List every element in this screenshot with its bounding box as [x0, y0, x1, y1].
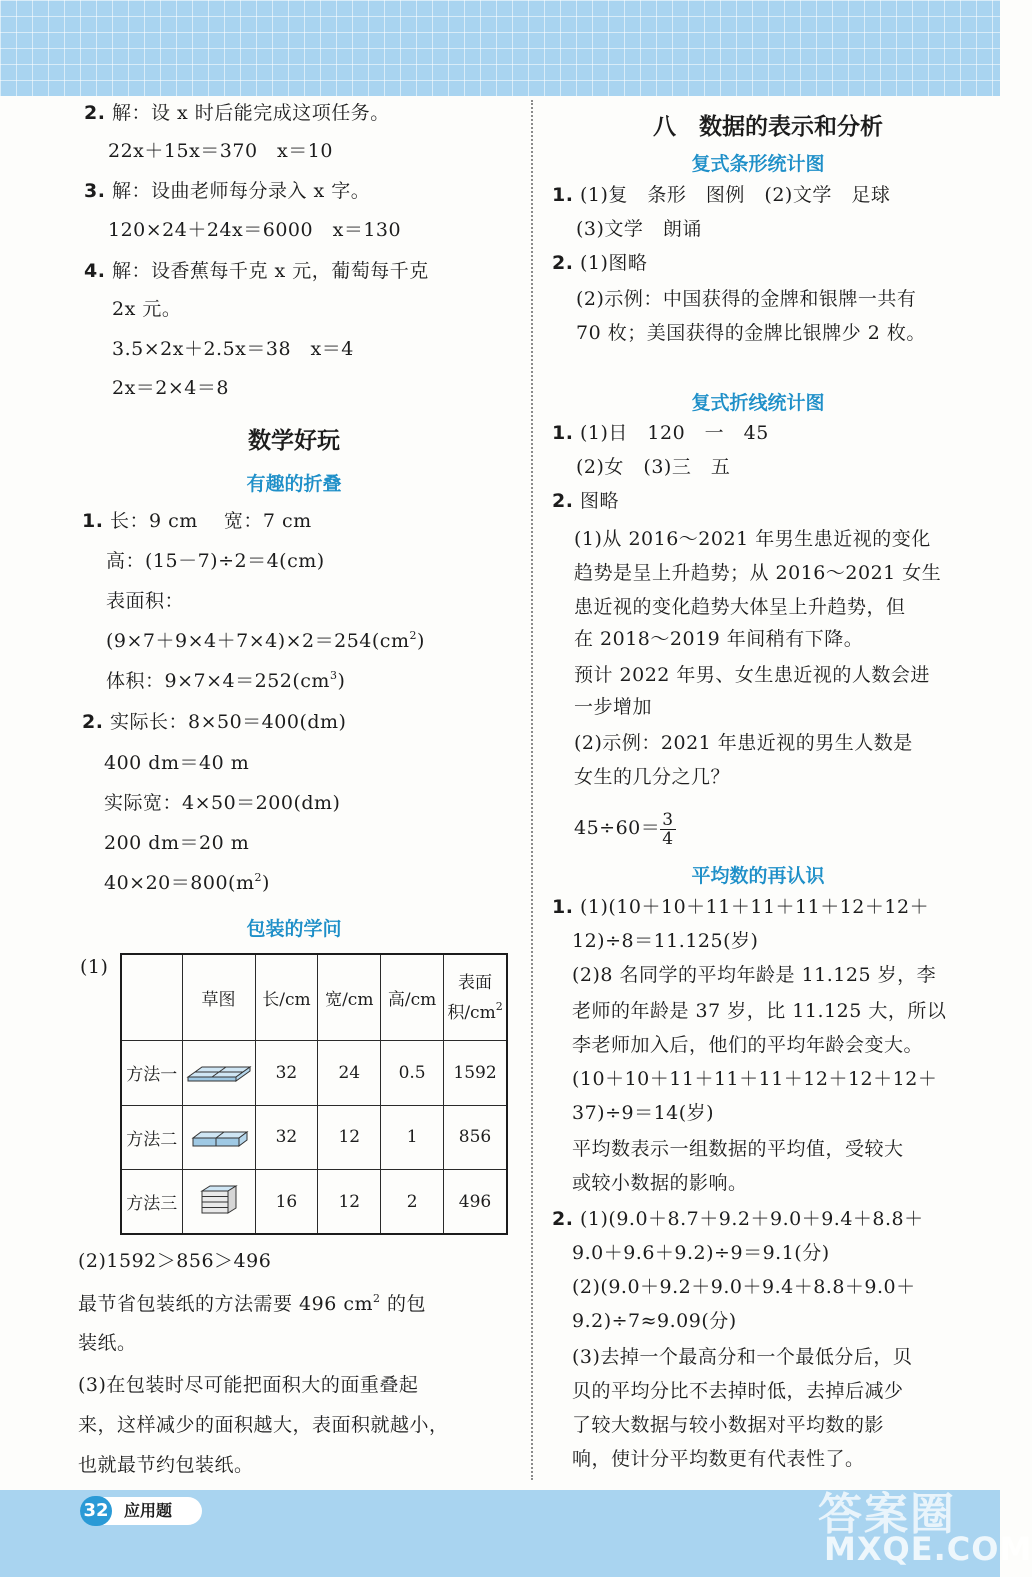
fraction: $\frac{3}{4}$ [662, 809, 674, 849]
subsection-line-chart: 复式折线统计图 [691, 392, 825, 414]
avg-2-e: (3)去掉一个最高分和一个最低分后，贝 [572, 1346, 913, 1368]
packaging-2-text: 最节省包装纸的方法需要 496 $cm^2$ 的包 [78, 1292, 427, 1315]
answer-3: 3. 解：设曲老师每分录入 x 字。 [84, 180, 371, 202]
table-row: 方法三 16 12 2 496 [121, 1170, 507, 1234]
watermark-logo: 答案圈 [818, 1489, 956, 1540]
folding-2: 2. 实际长：8×50＝400(dm) [82, 711, 347, 733]
table-row: 方法一 32 24 0.5 1592 [121, 1041, 507, 1105]
answer-4: 4. 解：设香蕉每千克 x 元，葡萄每千克 [84, 260, 429, 282]
answer-2: 2. 解：设 x 时后能完成这项任务。 [84, 102, 390, 124]
folding-2-area: $40\times 20=800(m^2)$ [104, 871, 270, 894]
avg-2-f: 贝的平均分比不去掉时低，去掉后减少 [572, 1380, 904, 1402]
flat-box-sketch-icon [182, 1041, 255, 1105]
packaging-table [120, 953, 508, 1235]
avg-2-c: (2)(9.0＋9.2＋9.0＋9.4＋8.8＋9.0＋ [572, 1276, 916, 1298]
subsection-bar-chart: 复式条形统计图 [691, 153, 825, 175]
table-header: 高/cm [381, 954, 444, 1041]
bar-2-line-3: 70 枚；美国获得的金牌比银牌少 2 枚。 [576, 322, 926, 344]
long-box-sketch-icon [182, 1105, 255, 1169]
answer-2-equation: 22x＋15x＝370 x＝10 [108, 140, 333, 162]
table-corner [121, 954, 182, 1041]
line-2: 2. 图略 [552, 490, 620, 512]
line-2-g: 一步增加 [574, 696, 653, 718]
avg-1-b: 12)÷8＝11.125(岁) [572, 930, 759, 952]
line-1-line-2: (2)女 (3)三 五 [576, 456, 731, 478]
answer-3-text: 解：设曲老师每分录入 x 字。 [112, 180, 371, 202]
header-grid-band [0, 0, 1000, 96]
section-title: 数学好玩 [248, 428, 340, 454]
folding-1-area: $(9\times 7+9\times 4+7\times 4)\times 2=254(cm^2)$ [106, 629, 425, 652]
stacked-box-sketch-icon [182, 1170, 255, 1234]
page-number: 32 [80, 1496, 112, 1526]
chapter-title: 八 数据的表示和分析 [653, 114, 883, 140]
folding-2-width: 实际宽：4×50＝200(dm) [104, 792, 341, 814]
avg-2-h: 响，使计分平均数更有代表性了。 [572, 1448, 865, 1470]
line-2-b: (1)从 2016～2021 年男生患近视的变化 [574, 528, 931, 550]
avg-1-i: 或较小数据的影响。 [572, 1172, 748, 1194]
line-2-e: 在 2018～2019 年间稍有下降。 [574, 628, 864, 650]
folding-1: 1. 长：9 cm 宽：7 cm [82, 510, 312, 532]
folding-2-length: 400 dm＝40 m [104, 752, 250, 774]
avg-1-d: 老师的年龄是 37 岁，比 11.125 大，所以 [572, 1000, 947, 1022]
packaging-2-text-2: 装纸。 [78, 1332, 137, 1354]
table-header: 宽/cm [318, 954, 381, 1041]
subsection-folding: 有趣的折叠 [246, 473, 342, 495]
table-header: 长/cm [255, 954, 318, 1041]
line-2-h: (2)示例：2021 年患近视的男生人数是 [574, 732, 913, 754]
answer-4-equation-2: 2x＝2×4＝8 [112, 377, 229, 399]
answer-4-text-2: 2x 元。 [112, 298, 182, 320]
line-2-fraction-equation: 45÷60＝ $\frac{3}{4}$ [574, 809, 674, 849]
answer-4-text: 解：设香蕉每千克 x 元，葡萄每千克 [112, 260, 429, 282]
packaging-3-line-1: (3)在包装时尽可能把面积大的面重叠起 [78, 1374, 419, 1396]
bar-1: 1. (1)复 条形 图例 (2)文学 足球 [552, 184, 891, 206]
avg-1-g: 37)÷9＝14(岁) [572, 1102, 715, 1124]
subsection-packaging: 包装的学问 [246, 918, 342, 940]
table-header-surface: 表面 积$/cm^2$ [444, 954, 507, 1041]
table-header-row [121, 954, 507, 1041]
line-2-c: 趋势是呈上升趋势；从 2016～2021 女生 [574, 562, 942, 584]
line-2-d: 患近视的变化趋势大体呈上升趋势，但 [574, 596, 906, 618]
avg-1-e: 李老师加入后，他们的平均年龄会变大。 [572, 1034, 924, 1056]
subsection-average: 平均数的再认识 [691, 865, 825, 887]
folding-1-area-label: 表面积： [106, 590, 185, 612]
answer-4-equation-1: 3.5×2x＋2.5x＝38 x＝4 [112, 338, 354, 360]
table-row: 方法二 32 12 1 856 [121, 1105, 507, 1169]
column-divider [531, 100, 533, 1480]
avg-2-b: 9.0＋9.6＋9.2)÷9＝9.1(分) [572, 1242, 830, 1264]
answer-3-equation: 120×24＋24x＝6000 x＝130 [108, 219, 402, 241]
avg-2-g: 了较大数据与较小数据对平均数的影 [572, 1414, 885, 1436]
line-2-i: 女生的几分之几？ [574, 766, 731, 788]
bar-1-line-2: (3)文学 朗诵 [576, 218, 702, 240]
avg-1: 1. (1)(10＋10＋11＋11＋11＋12＋12＋ [552, 896, 930, 918]
packaging-3-line-3: 也就最节约包装纸。 [78, 1454, 254, 1476]
packaging-2: (2)1592＞856＞496 [78, 1250, 272, 1272]
packaging-label: (1) [80, 956, 109, 978]
line-2-f: 预计 2022 年男、女生患近视的人数会进 [574, 664, 930, 686]
avg-2: 2. (1)(9.0＋8.7＋9.2＋9.0＋9.4＋8.8＋ [552, 1208, 924, 1230]
page-label: 应用题 [124, 1501, 173, 1520]
avg-1-c: (2)8 名同学的平均年龄是 11.125 岁，李 [572, 964, 937, 986]
folding-1-volume: 体积：$9\times 7\times 4=252(cm^3)$ [106, 669, 346, 692]
bar-2-line-2: (2)示例：中国获得的金牌和银牌一共有 [576, 288, 917, 310]
avg-1-h: 平均数表示一组数据的平均值，受较大 [572, 1138, 904, 1160]
page-badge [80, 1497, 202, 1525]
folding-2-width-m: 200 dm＝20 m [104, 832, 250, 854]
avg-1-f: (10＋10＋11＋11＋11＋12＋12＋12＋ [572, 1068, 938, 1090]
avg-2-d: 9.2)÷7≈9.09(分) [572, 1310, 737, 1332]
folding-1-height: 高：(15－7)÷2＝4(cm) [106, 550, 325, 572]
bar-2: 2. (1)图略 [552, 252, 648, 274]
line-1: 1. (1)日 120 一 45 [552, 422, 769, 444]
answer-2-text: 解：设 x 时后能完成这项任务。 [112, 102, 390, 124]
packaging-3-line-2: 来，这样减少的面积越大，表面积就越小， [78, 1414, 449, 1436]
table-header: 草图 [182, 954, 255, 1041]
watermark-url: MXQE.COM [824, 1530, 1032, 1568]
